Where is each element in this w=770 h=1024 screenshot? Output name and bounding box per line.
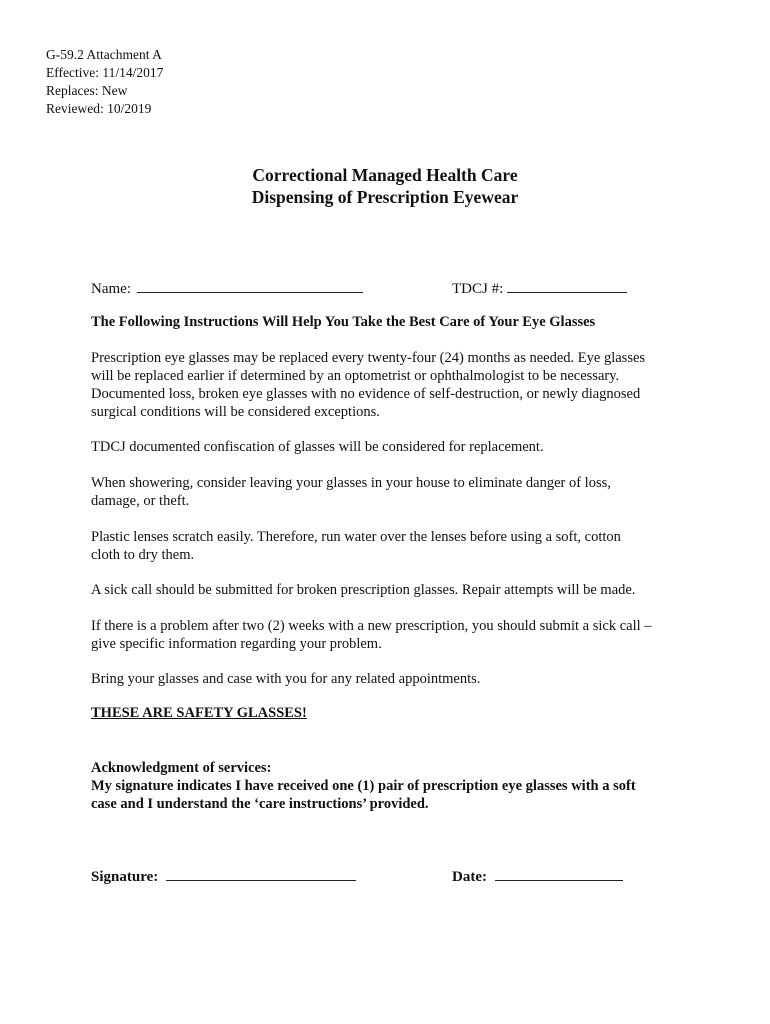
reviewed-date: Reviewed: 10/2019	[46, 101, 152, 116]
text-line: give specific information regarding your problem.	[91, 636, 382, 652]
paragraph-appointments	[91, 670, 691, 688]
text-line: Documented loss, broken eye glasses with no evidence of self-destruction, or newly diagnosed	[91, 386, 641, 402]
instructions-heading: The Following Instructions Will Help You Take the Best Care of Your Eye Glasses	[91, 314, 596, 330]
paragraph-problem	[91, 617, 691, 653]
effective-date: Effective: 11/14/2017	[46, 65, 164, 80]
text-line: Bring your glasses and case with you for any related appointments.	[91, 671, 481, 687]
document-header	[46, 46, 163, 118]
text-line: surgical conditions will be considered exceptions.	[91, 404, 380, 420]
signature-label: Signature:	[91, 869, 159, 885]
date-line[interactable]	[495, 866, 623, 881]
safety-notice: THESE ARE SAFETY GLASSES!	[91, 705, 307, 721]
paragraph-replacement	[91, 349, 691, 421]
text-line: damage, or theft.	[91, 493, 190, 509]
name-field-row	[91, 278, 363, 298]
acknowledgment-block	[91, 759, 711, 813]
text-line: cloth to dry them.	[91, 547, 195, 563]
replaces-note: Replaces: New	[46, 83, 128, 98]
title-line-2: Dispensing of Prescription Eyewear	[251, 187, 519, 207]
paragraph-confiscation	[91, 438, 691, 456]
name-label: Name:	[91, 281, 131, 297]
tdcj-label: TDCJ #:	[452, 281, 504, 297]
paragraph-sick-call	[91, 581, 691, 599]
title-line-1: Correctional Managed Health Care	[252, 165, 518, 185]
acknowledgment-heading: Acknowledgment of services:	[91, 760, 272, 776]
signature-line[interactable]	[166, 866, 356, 881]
paragraph-showering	[91, 474, 691, 510]
tdcj-line[interactable]	[507, 278, 627, 293]
document-title	[0, 164, 770, 208]
attachment-id: G-59.2 Attachment A	[46, 47, 162, 62]
text-line: Plastic lenses scratch easily. Therefore, run water over the lenses before using a soft, cotton	[91, 529, 621, 545]
tdcj-field-row	[452, 278, 627, 298]
acknowledgment-line: My signature indicates I have received one (1) pair of prescription eye glasses with a soft	[91, 778, 636, 794]
date-field-row	[452, 866, 623, 886]
text-line: Prescription eye glasses may be replaced every twenty-four (24) months as needed. Eye glasses	[91, 350, 646, 366]
signature-field-row	[91, 866, 356, 886]
text-line: will be replaced earlier if determined by an optometrist or ophthalmologist to be necessary.	[91, 368, 620, 384]
text-line: When showering, consider leaving your glasses in your house to eliminate danger of loss,	[91, 475, 611, 491]
paragraph-lenses	[91, 528, 691, 564]
text-line: If there is a problem after two (2) weeks with a new prescription, you should submit a sick call –	[91, 618, 652, 634]
name-line[interactable]	[137, 278, 363, 293]
date-label: Date:	[452, 869, 487, 885]
text-line: A sick call should be submitted for broken prescription glasses. Repair attempts will be made.	[91, 582, 636, 598]
text-line: TDCJ documented confiscation of glasses will be considered for replacement.	[91, 439, 544, 455]
acknowledgment-line: case and I understand the ‘care instructions’ provided.	[91, 796, 429, 812]
